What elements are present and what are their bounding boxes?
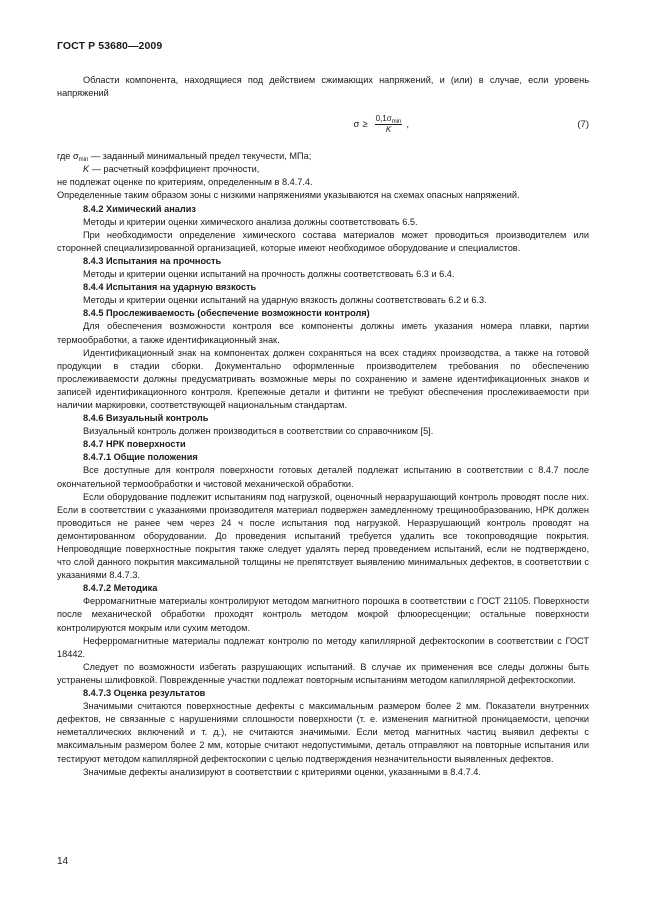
- document-code-header: ГОСТ Р 53680—2009: [57, 40, 163, 52]
- paragraph-8-4-5-1: Для обеспечения возможности контроля все компоненты должны иметь указания номера плавки, партии термообработки, а также идентификационный знак.: [57, 321, 589, 345]
- paragraph-8-4-2-1: Методы и критерии оценки химического анализа должны соответствовать 6.5.: [83, 216, 418, 227]
- def2-variable: K: [83, 164, 90, 175]
- formula-denominator: K: [385, 124, 392, 134]
- numerator-text: 0,1σ: [375, 113, 392, 123]
- paragraph-8-4-7-1-1: Все доступные для контроля поверхности готовых деталей подлежат испытанию в соответствии с 8.4.7 после окончательной термообработки и чистовой механической обработки.: [57, 465, 589, 489]
- paragraph-8-4-4: Методы и критерии оценки испытаний на ударную вязкость должны соответствовать 6.2 и 6.3.: [83, 295, 487, 306]
- page-content: [57, 74, 589, 779]
- paragraph-8-4-7-2-3: Следует по возможности избегать разрушающих испытаний. В случае их применения все следы должны быть устранены шлифовкой. Поврежденные участки подлежат повторным испытаниям методом капиллярной дефектоскопии.: [57, 661, 589, 685]
- formula-sigma: σ: [353, 118, 360, 130]
- def1-subscript: min: [78, 157, 89, 164]
- definition-sigma-min: [57, 150, 589, 163]
- heading-8-4-6: 8.4.6 Визуальный контроль: [83, 413, 209, 424]
- paragraph-not-assessed: не подлежат оценке по критериям, определенным в 8.4.7.4.: [57, 177, 313, 188]
- formula-trailing: ,: [406, 118, 409, 130]
- heading-8-4-7: 8.4.7 НРК поверхности: [83, 439, 186, 450]
- paragraph-8-4-6: Визуальный контроль должен производиться в соответствии со справочником [5].: [83, 426, 434, 437]
- heading-8-4-7-3: 8.4.7.3 Оценка результатов: [83, 688, 206, 699]
- formula-relation: ≥: [362, 118, 368, 130]
- heading-8-4-5: 8.4.5 Прослеживаемость (обеспечение возможности контроля): [83, 308, 370, 319]
- heading-8-4-4: 8.4.4 Испытания на ударную вязкость: [83, 282, 257, 293]
- heading-8-4-3: 8.4.3 Испытания на прочность: [83, 255, 222, 266]
- paragraph-8-4-7-1-2: Если оборудование подлежит испытаниям под нагрузкой, оценочный неразрушающий контроль проводят после них. Если в соответствии с указаниями производителя материал подвержен замедленному трещинообразованию, НРК должен проводиться не ранее чем через 24 ч после испытания под нагрузкой. Неразрушающий контроль проводят на демонтированном оборудовании. До проведения испытаний требуется удалить все токопроводящие покрытия. Непроводящие поверхностные покрытия также следует удалять перед проведением испытаний, если не подтверждено, что слой данного покрытия максимальной толщины не препятствует выявлению минимальных дефектов, в соответствии с указаниями 8.4.7.3.: [57, 491, 589, 581]
- paragraph-8-4-5-2: Идентификационный знак на компонентах должен сохраняться на всех стадиях производства, а также на готовой продукции в стадии сборки. Документально оформленные производителем требования по обеспечению прослеживаемости должны предусматривать возможные меры по сохранению и замене идентификационных знаков и записей идентификационного контроля. Крепежные детали и фитинги не требуют обеспечения прослеживаемости при наличии маркировки, соответствующей национальным стандартам.: [57, 347, 589, 410]
- numerator-subscript: min: [391, 118, 402, 125]
- paragraph-8-4-2-2: При необходимости определение химического состава материалов может проводиться производителем или сторонней специализированной организацией, которые имеют необходимое оборудование и специалистов.: [57, 229, 589, 253]
- heading-8-4-7-2: 8.4.7.2 Методика: [83, 583, 158, 594]
- paragraph-8-4-7-3-2: Значимые дефекты анализируют в соответствии с критериями оценки, указанными в 8.4.7.4.: [83, 766, 481, 777]
- page-number: 14: [57, 856, 69, 867]
- def1-text: — заданный минимальный предел текучести, МПа;: [88, 151, 312, 162]
- paragraph-8-4-7-3-1: Значимыми считаются поверхностные дефекты с максимальным размером более 2 мм. Показатели внутренних дефектов, не связанные с нарушениями сплошности поверхности (т. е. изменения магнитной проницаемости, цепочки неметаллических включений и т. д.), не считаются значимыми. Если метод магнитных частиц выявил дефекты с максимальным размером более 2 мм, которые считают недопустимыми, деталь отправляют на повторные испытания или тестируют методом капиллярной дефектоскопии с целью подтверждения незначительности выявленных дефектов.: [57, 701, 589, 764]
- heading-8-4-7-1: 8.4.7.1 Общие положения: [83, 452, 198, 463]
- paragraph-8-4-7-2-1: Ферромагнитные материалы контролируют методом магнитного порошка в соответствии с ГОСТ 21105. Поверхности после механической обработки проходят контроль методом мокрой флюоресценции; остальные поверхности контролируются мокрым или сухим методом.: [57, 596, 589, 633]
- formula-numerator: [375, 114, 403, 125]
- paragraph-8-4-7-2-2: Неферромагнитные материалы подлежат контролю по методу капиллярной дефектоскопии в соответствии с ГОСТ 18442.: [57, 635, 589, 659]
- formula-number: (7): [577, 118, 589, 130]
- formula-fraction: [375, 114, 403, 135]
- heading-8-4-2: 8.4.2 Химический анализ: [83, 203, 196, 214]
- def2-text: — расчетный коэффициент прочности,: [89, 164, 260, 175]
- paragraph-8-4-3: Методы и критерии оценки испытаний на прочность должны соответствовать 6.3 и 6.4.: [83, 269, 455, 280]
- definition-k: [83, 163, 589, 176]
- intro-paragraph: Области компонента, находящиеся под действием сжимающих напряжений, и (или) в случае, если уровень напряжений: [57, 75, 589, 99]
- formula-expression: [354, 114, 409, 135]
- paragraph-zones: Определенные таким образом зоны с низкими напряжениями указываются на схемах опасных напряжений.: [57, 190, 520, 201]
- formula-7: [57, 106, 589, 142]
- def1-prefix: где σ: [57, 151, 79, 162]
